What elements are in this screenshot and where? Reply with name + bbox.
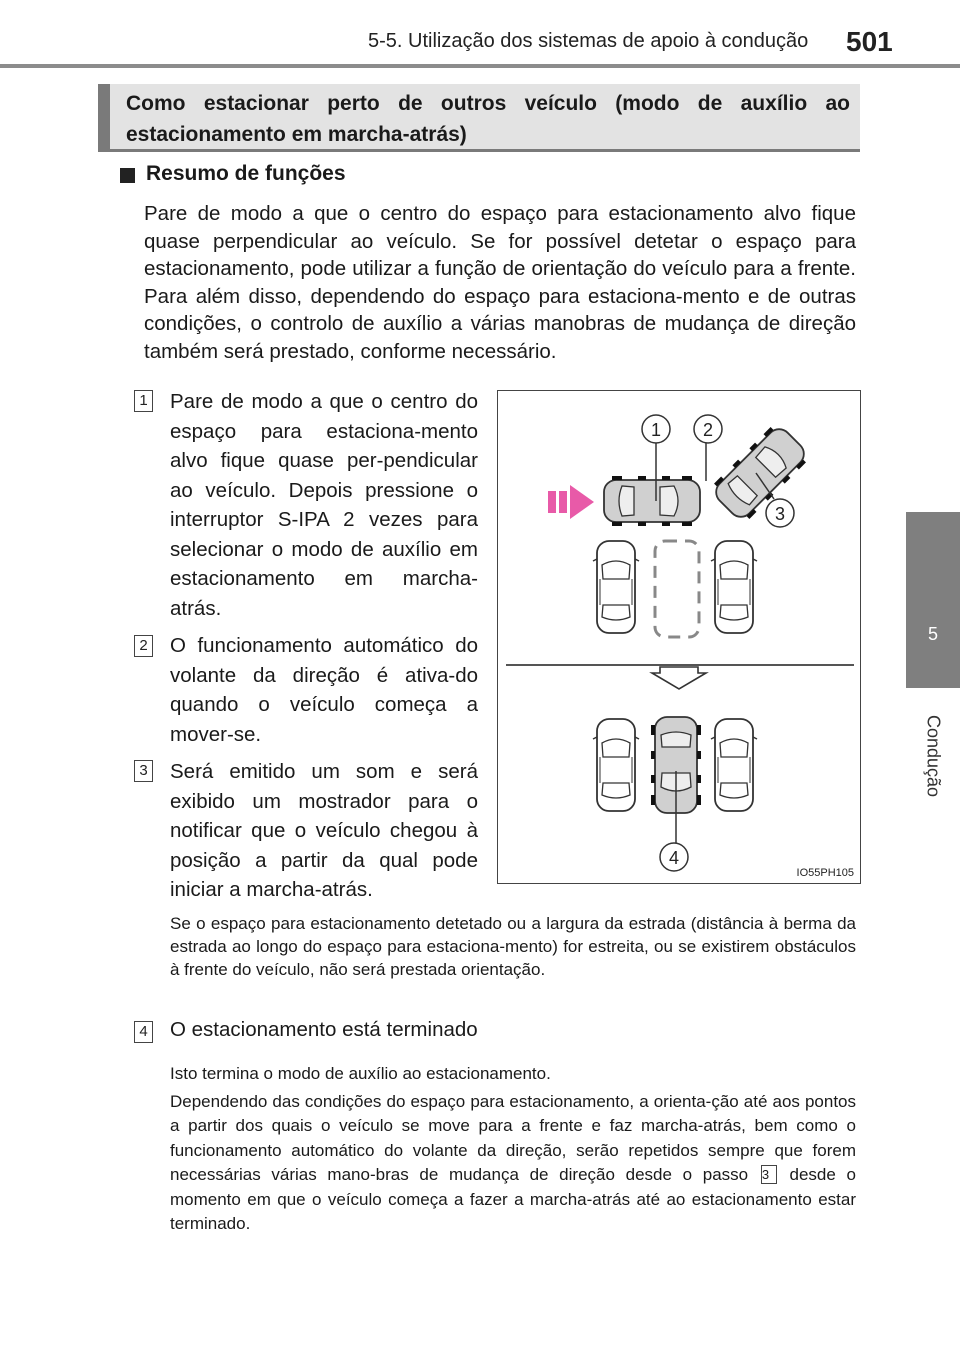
step-number-2: 2 <box>134 635 153 657</box>
square-bullet-icon <box>120 168 135 183</box>
ego-car-turned-icon <box>708 421 811 524</box>
step-4-note-2-part-b: desde o momento em que o veículo começa a fazer a marcha-atrás até ao estacionamento estar terminado. <box>170 1165 856 1234</box>
down-arrow-icon <box>652 667 706 689</box>
callout-4-icon <box>660 843 688 871</box>
step-number-3: 3 <box>134 760 153 782</box>
step-text-2: O funcionamento automático do volante da direção é ativa-do quando o veículo começa a mover-se. <box>170 634 478 746</box>
step-text-3: Será emitido um som e será exibido um mostrador para o notificar que o veículo chegou à posição a partir da qual pode iniciar a marcha-atrás. <box>170 760 478 901</box>
svg-text:1: 1 <box>650 420 662 440</box>
callout-3-icon <box>766 499 794 527</box>
callout-2-icon <box>694 415 722 443</box>
figure-code: IO55PH105 <box>796 867 854 879</box>
parked-car-icon <box>593 719 639 811</box>
step-4-note-1: Isto termina o modo de auxílio ao estacionamento. <box>170 1064 551 1083</box>
parked-car-icon <box>593 541 639 633</box>
chapter-tab-label-box <box>906 688 960 824</box>
svg-text:3: 3 <box>774 504 786 524</box>
parked-car-icon <box>711 719 757 811</box>
ego-car-icon <box>604 476 700 526</box>
intro-paragraph: Pare de modo a que o centro do espaço para estacionamento alvo fique quase perpendicular ao veículo. Se for possível detetar o espaço para estacionamento, pode utilizar a função de orientação do veículo para a frente. Para além disso, dependendo do espaço para estaciona-mento e de outras condições, o controlo de auxílio a várias manobras de mudança de direção também será prestado, conforme necessário. <box>144 202 856 363</box>
step-number-1: 1 <box>134 390 153 412</box>
step-number-4: 4 <box>134 1021 153 1043</box>
step-text-4: O estacionamento está terminado <box>170 1018 478 1041</box>
header-rule <box>0 64 960 68</box>
target-space-outline <box>655 541 699 637</box>
motion-arrow-icon <box>548 485 594 519</box>
inline-step-ref: 3 <box>761 1165 777 1184</box>
parking-illustration <box>497 390 861 884</box>
svg-text:4: 4 <box>668 848 680 868</box>
parking-diagram <box>498 391 862 885</box>
running-header-section: 5-5. Utilização dos sistemas de apoio à condução <box>368 30 809 52</box>
page-number: 501 <box>846 26 893 57</box>
chapter-tab-label: Condução <box>923 714 944 798</box>
step-3-note: Se o espaço para estacionamento detetado ou a largura da estrada (distância à berma da estrada ao longo do espaço para estaciona-mento) for estreita, ou se existirem obstáculos à frente do veículo, não será prestada orientação. <box>170 914 856 979</box>
section-title-box: Como estacionar perto de outros veículo (modo de auxílio ao estacionamento em marcha-atrás) <box>98 84 860 152</box>
callout-1-icon <box>642 415 670 443</box>
svg-text:2: 2 <box>702 420 714 440</box>
chapter-tab-number: 5 <box>927 624 938 644</box>
parked-car-icon <box>711 541 757 633</box>
step-4-note-2-part-a: Dependendo das condições do espaço para estacionamento, a orienta-ção até aos pontos a partir dos quais o veículo se move para a frente e faz marcha-atrás, bem como o funcionamento automático do volante da direção, serão repetidos sempre que forem necessárias várias mano-bras de mudança de direção desde o passo <box>170 1092 856 1185</box>
subheading: Resumo de funções <box>146 162 346 185</box>
step-4-note-2 <box>170 1090 856 1236</box>
chapter-tab <box>906 512 960 688</box>
step-text-1: Pare de modo a que o centro do espaço para estaciona-mento alvo fique quase per-pendicular ao veículo. Depois pressione o interruptor S-IPA 2 vezes para selecionar o modo de auxílio em estacionamento em marcha-atrás. <box>170 390 478 620</box>
